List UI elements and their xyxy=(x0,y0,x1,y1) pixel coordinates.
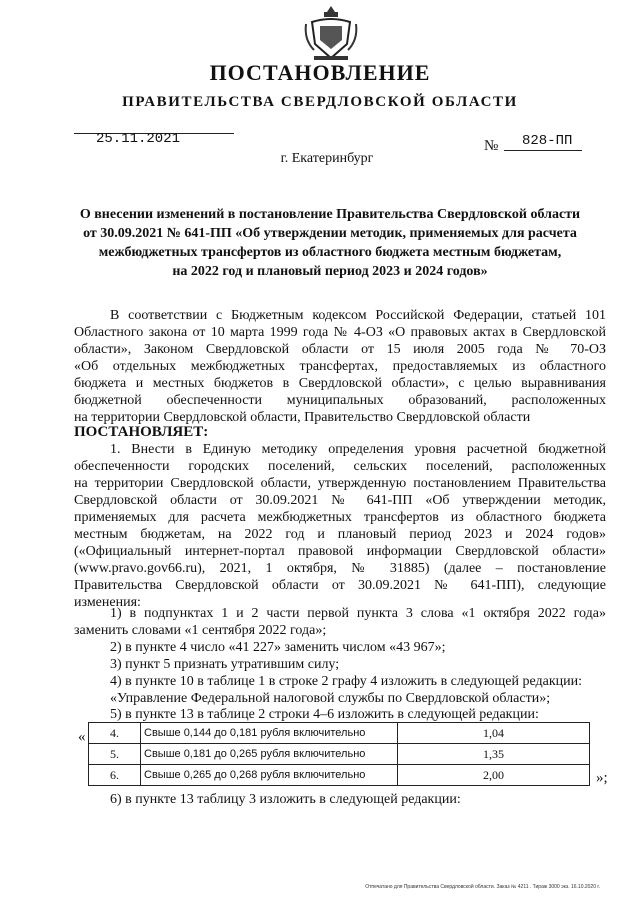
body-line: изменения: xyxy=(74,595,141,610)
document-type-title: ПОСТАНОВЛЕНИЕ xyxy=(209,60,431,85)
row-description: Свыше 0,181 до 0,265 рубля включительно xyxy=(141,744,398,765)
body-line: («Официальный интернет-портал правовой информации Свердловской области» xyxy=(74,544,606,559)
row-number: 4. xyxy=(89,723,141,744)
body-line: бюджетной обеспеченности муниципальных образований, расположенных xyxy=(74,393,606,408)
body-line: 4) в пункте 10 в таблице 1 в строке 2 графу 4 изложить в следующей редакции: xyxy=(110,674,583,689)
coat-of-arms-icon xyxy=(302,4,360,64)
body-line: 1) в подпунктах 1 и 2 части первой пункта 3 слова «1 октября 2022 года» xyxy=(110,606,606,621)
body-line: 5) в пункте 13 в таблице 2 строки 4–6 изложить в следующей редакции: xyxy=(110,707,539,722)
body-line: 2) в пункте 4 число «41 227» заменить числом «43 967»; xyxy=(110,640,446,655)
body-line: 1. Внести в Единую методику определения уровня расчетной бюджетной xyxy=(110,442,606,457)
table-row xyxy=(89,744,590,765)
body-line: бюджета и местных бюджетов в Свердловской области», с целью выравнивания xyxy=(74,376,606,391)
body-line: Областного закона от 10 марта 1999 года № 4-ОЗ «О правовых актах в Свердловской xyxy=(74,325,606,340)
body-line: «Об отдельных межбюджетных трансфертах, предоставляемых из областного xyxy=(74,359,606,374)
body-line: области», Законом Свердловской области от 15 июля 2005 года № 70-ОЗ xyxy=(74,342,606,357)
body-line: местным бюджетам, на 2022 год и плановый период 2023 и 2024 годов» xyxy=(74,527,606,542)
body-line: обеспеченности городских поселений, сельских поселений, расположенных xyxy=(74,459,606,474)
resolution-word: ПОСТАНОВЛЯЕТ: xyxy=(74,424,209,440)
subject-line: межбюджетных трансфертов из областного бюджета местным бюджетам, xyxy=(98,245,562,260)
table-2-rows xyxy=(88,722,590,786)
issuer-title: ПРАВИТЕЛЬСТВА СВЕРДЛОВСКОЙ ОБЛАСТИ xyxy=(122,94,518,110)
subject-line: на 2022 год и плановый период 2023 и 2024 годов» xyxy=(172,264,488,279)
body-line: 3) пункт 5 признать утратившим силу; xyxy=(110,657,340,672)
row-coefficient: 2,00 xyxy=(398,765,590,786)
number-sign: № xyxy=(484,138,499,154)
row-description: Свыше 0,144 до 0,181 рубля включительно xyxy=(141,723,398,744)
body-line: на территории Свердловской области, утвержденную постановлением Правительства xyxy=(74,476,606,491)
row-description: Свыше 0,265 до 0,268 рубля включительно xyxy=(141,765,398,786)
body-line: применяемых для расчета межбюджетных трансфертов из областного бюджета xyxy=(74,510,606,525)
table-row xyxy=(89,723,590,744)
city: г. Екатеринбург xyxy=(280,151,374,166)
subject-line: от 30.09.2021 № 641-ПП «Об утверждении методик, применяемых для расчета xyxy=(83,226,577,241)
table-close-quote: »; xyxy=(596,770,608,786)
body-line: заменить словами «1 сентября 2022 года»; xyxy=(74,623,327,638)
table-row xyxy=(89,765,590,786)
row-coefficient: 1,35 xyxy=(398,744,590,765)
body-line: «Управление Федеральной налоговой службы по Свердловской области»; xyxy=(110,691,551,706)
body-line: на территории Свердловской области, Правительство Свердловской области xyxy=(74,410,531,425)
subject-line: О внесении изменений в постановление Правительства Свердловской области xyxy=(79,207,581,222)
table-open-quote: « xyxy=(78,729,86,745)
body-line: Свердловской области от 30.09.2021 № 641-ПП «Об утверждении методик, xyxy=(74,493,606,508)
body-line: Правительства Свердловской области от 30.09.2021 № 641-ПП), следующие xyxy=(74,578,606,593)
document-subject xyxy=(60,205,600,281)
row-number: 6. xyxy=(89,765,141,786)
body-line: (www.pravo.gov66.ru), 2021, 1 октября, № 31885) (далее – постановление xyxy=(74,561,606,576)
body-line: 6) в пункте 13 таблицу 3 изложить в следующей редакции: xyxy=(110,792,461,807)
document-number: 828-ПП xyxy=(522,133,573,149)
body-line: В соответствии с Бюджетным кодексом Российской Федерации, статьей 101 xyxy=(110,308,606,323)
row-number: 5. xyxy=(89,744,141,765)
print-footer-note: Отпечатано для Правительства Свердловской области. Заказ № 4211 . Тираж 3000 экз. 16.10.2020 г. xyxy=(365,884,600,890)
row-coefficient: 1,04 xyxy=(398,723,590,744)
document-date: 25.11.2021 xyxy=(96,131,181,147)
